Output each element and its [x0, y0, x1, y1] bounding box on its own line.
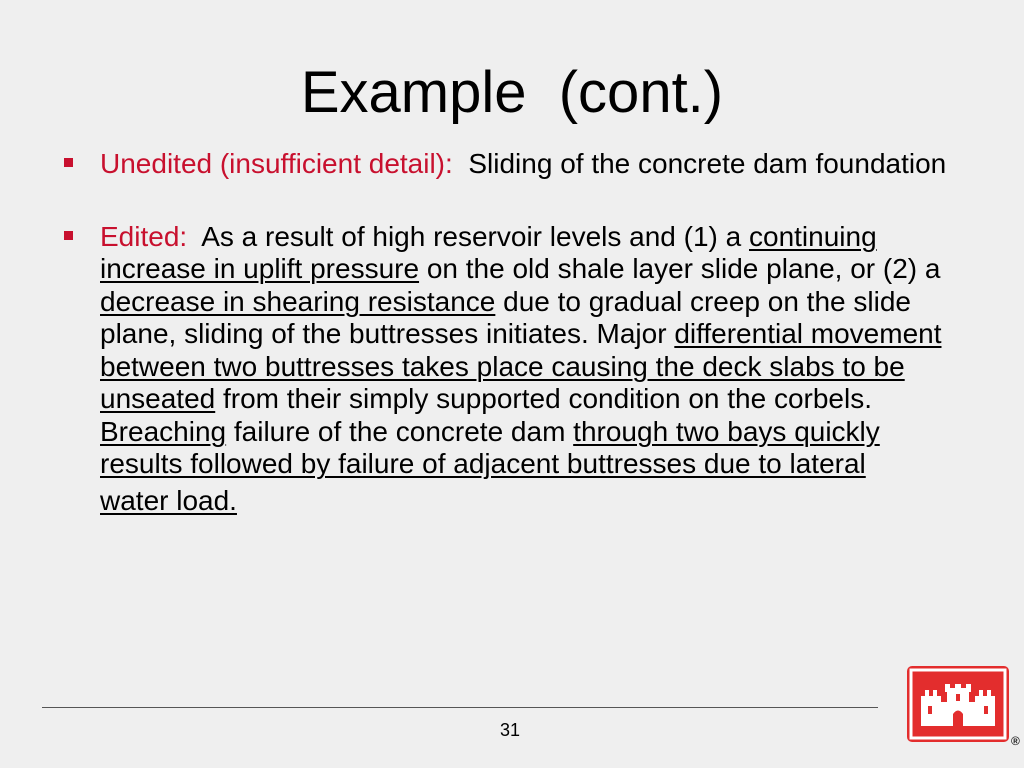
underlined-phrase: decrease in shearing resistance: [100, 285, 496, 317]
bullet-text-part: due to gradual creep on the slide plane, sliding of the buttresses initiates. Major: [100, 285, 911, 349]
bullet-label: Unedited (insufficient detail):: [100, 148, 453, 179]
underlined-phrase: continuing increase in uplift pressure: [100, 220, 877, 284]
bullet-label: Edited:: [100, 220, 188, 252]
footer-divider: [42, 707, 878, 708]
bullet-edited: [62, 221, 962, 518]
bullet-text-part: failure of the concrete dam: [233, 415, 566, 447]
bullet-text-part: from their simply supported condition on the corbels.: [223, 383, 872, 414]
page-number: 31: [499, 720, 521, 740]
underlined-phrase: through two bays quickly results followed by failure of adjacent buttresses due to lateral: [100, 415, 880, 479]
bullet-unedited: [62, 148, 962, 181]
underlined-phrase: Breaching: [100, 415, 227, 447]
castle-icon: [907, 666, 1009, 742]
bullet-marker: [64, 231, 73, 240]
bullet-text-part: As a result of high reservoir levels and (1) a: [201, 220, 742, 252]
underlined-phrase: differential movement between two buttresses takes place causing the deck slabs to be unseated: [100, 318, 942, 414]
underlined-phrase: water load.: [100, 484, 237, 516]
slide-title: Example (cont.): [300, 60, 724, 125]
registered-mark: ®: [1011, 734, 1020, 748]
bullet-list: [62, 148, 962, 517]
bullet-text: Sliding of the concrete dam foundation: [468, 148, 947, 179]
usace-logo: [907, 666, 1009, 742]
bullet-marker: [64, 158, 73, 167]
bullet-text-part: on the old shale layer slide plane, or (2) a: [426, 253, 941, 284]
